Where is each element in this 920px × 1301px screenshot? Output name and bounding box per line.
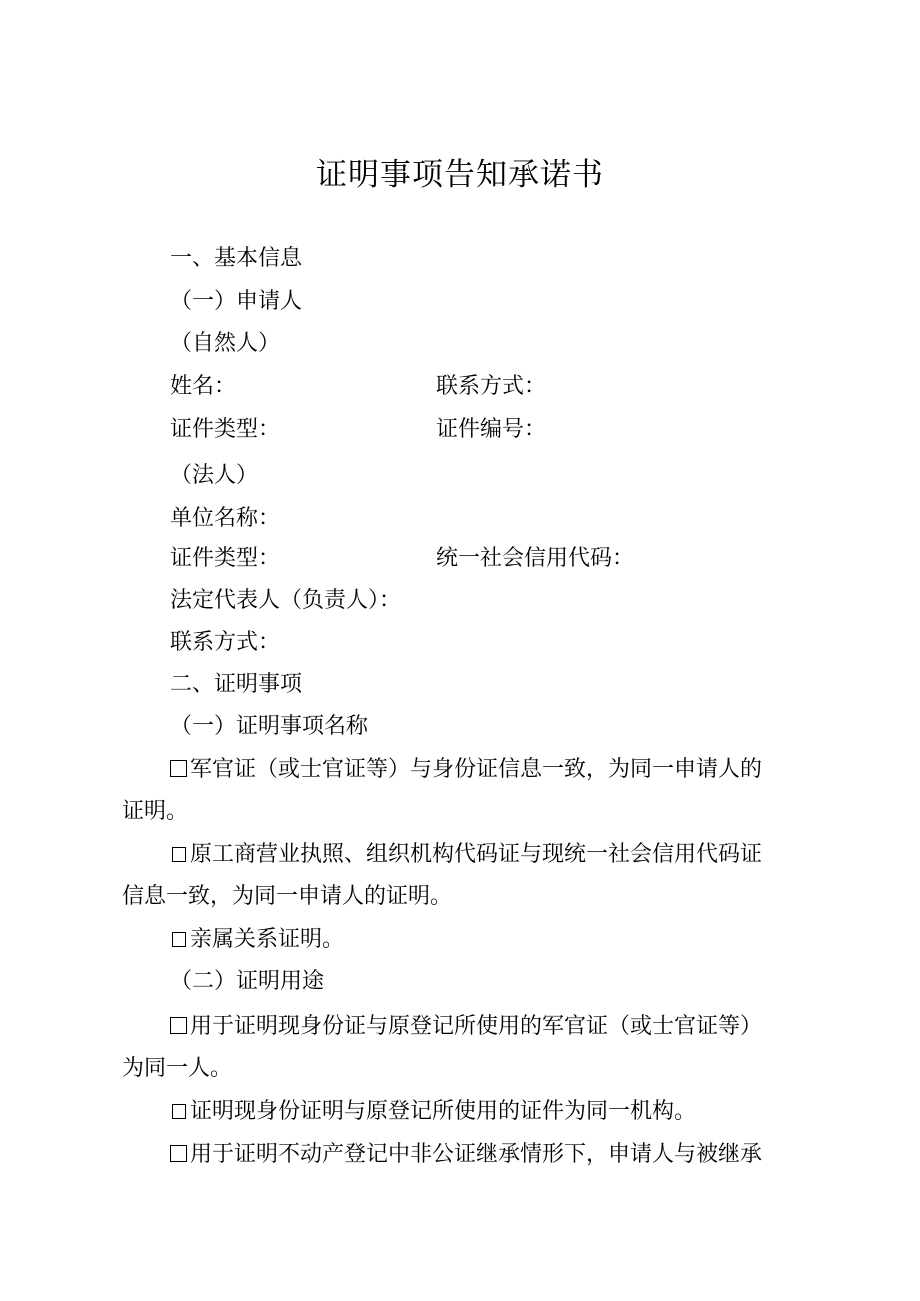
purpose-heading: （二）证明用途 — [170, 969, 325, 994]
item-2-cont: 信息一致，为同一申请人的证明。 — [122, 884, 453, 909]
purpose-1 — [170, 1011, 762, 1043]
item-name-heading: （一）证明事项名称 — [170, 714, 369, 739]
legal-id-type-label: 证件类型： — [170, 546, 281, 571]
purpose-1-cont: 为同一人。 — [122, 1056, 233, 1081]
checkbox[interactable] — [170, 1017, 187, 1034]
name-label: 姓名： — [170, 374, 237, 399]
purpose-3-text: 用于证明不动产登记中非公证继承情形下，申请人与被继承 — [190, 1142, 763, 1167]
purpose-2 — [170, 1096, 696, 1128]
applicant-heading: （一）申请人 — [170, 289, 303, 314]
checkbox[interactable] — [172, 1104, 186, 1119]
section2-heading: 二、证明事项 — [170, 672, 303, 697]
purpose-2-text: 证明现身份证明与原登记所使用的证件为同一机构。 — [190, 1099, 697, 1124]
item-2 — [170, 839, 762, 871]
checkbox[interactable] — [172, 932, 186, 947]
legal-person-heading: （法人） — [170, 463, 259, 488]
credit-code-label: 统一社会信用代码： — [436, 546, 635, 571]
org-name-label: 单位名称： — [170, 506, 281, 531]
legal-contact-label: 联系方式： — [170, 630, 281, 655]
purpose-1-text: 用于证明现身份证与原登记所使用的军官证（或士官证等） — [190, 1014, 763, 1039]
representative-label: 法定代表人（负责人）： — [170, 588, 402, 613]
checkbox[interactable] — [172, 847, 186, 862]
item-3-text: 亲属关系证明。 — [190, 927, 345, 952]
document-title: 证明事项告知承诺书 — [316, 157, 604, 193]
item-1 — [170, 754, 762, 786]
id-number-label: 证件编号： — [436, 417, 547, 442]
purpose-3 — [170, 1139, 762, 1171]
item-2-text: 原工商营业执照、组织机构代码证与现统一社会信用代码证 — [190, 842, 763, 867]
contact-label: 联系方式： — [436, 374, 547, 399]
natural-person-heading: （自然人） — [170, 331, 281, 356]
checkbox[interactable] — [170, 1145, 187, 1162]
section1-heading: 一、基本信息 — [170, 246, 303, 271]
item-1-text: 军官证（或士官证等）与身份证信息一致，为同一申请人的 — [190, 757, 763, 782]
id-type-label: 证件类型： — [170, 417, 281, 442]
item-3 — [170, 924, 344, 956]
checkbox[interactable] — [170, 760, 187, 777]
item-1-cont: 证明。 — [122, 799, 189, 824]
